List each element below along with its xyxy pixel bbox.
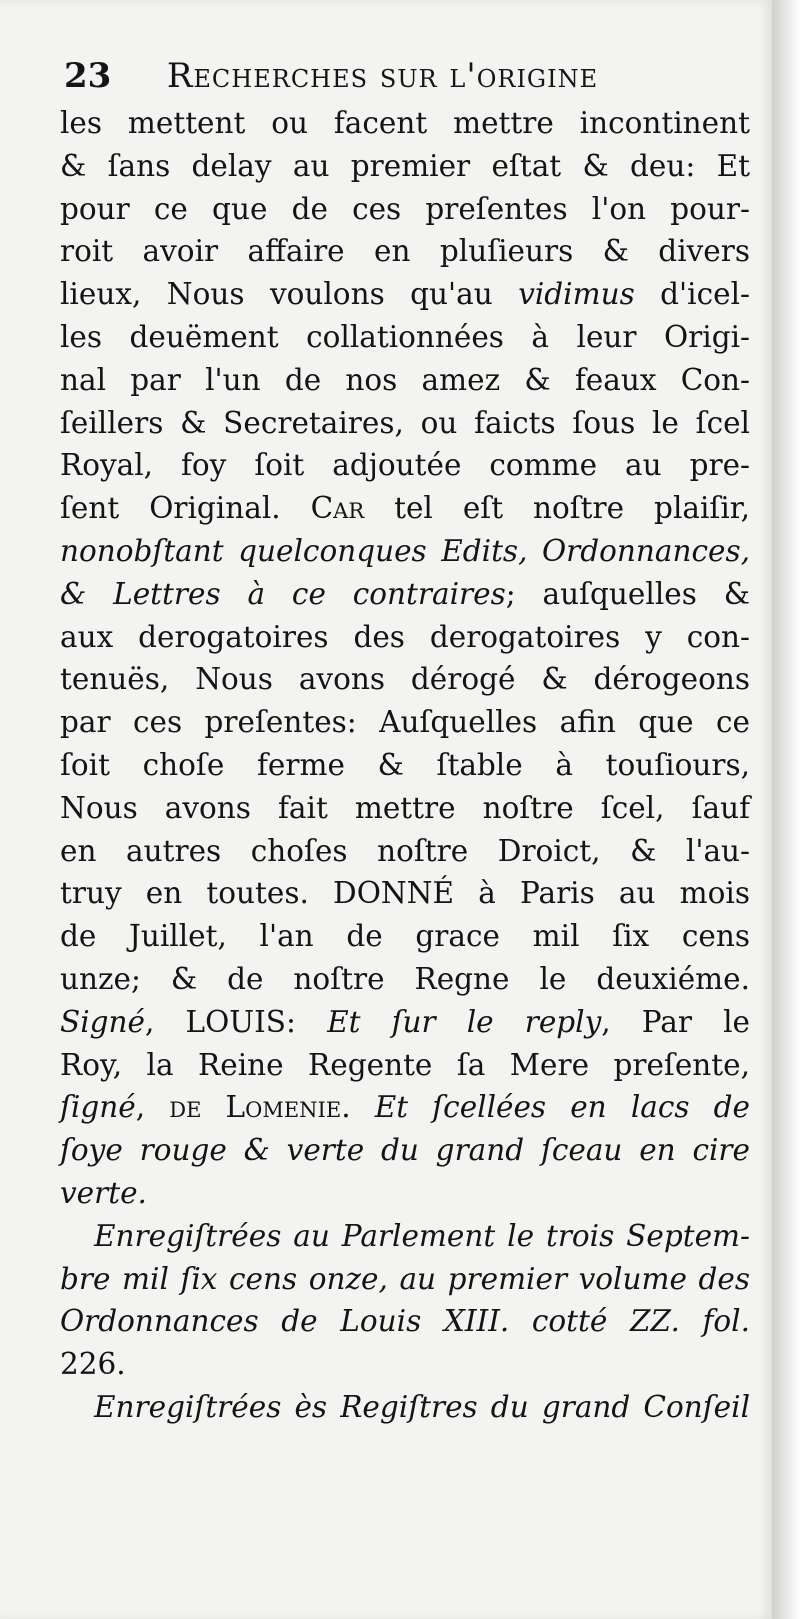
text-segment: nal par l'un de nos amez & feaux Con- — [60, 362, 750, 397]
text-line — [60, 316, 750, 359]
text-line — [60, 701, 750, 744]
running-head — [64, 56, 744, 96]
text-segment: de Lomenie — [169, 1090, 342, 1125]
text-line — [60, 145, 750, 188]
text-segment: lieux, Nous voulons qu'au — [60, 277, 519, 312]
text-segment: d'icel- — [634, 277, 750, 312]
text-segment: roit avoir affaire en pluſieurs & divers — [60, 234, 750, 269]
text-segment: en autres choſes noſtre Droict, & l'au- — [60, 833, 750, 868]
text-line — [60, 1300, 750, 1343]
text-segment: Et ſcellées en lacs de — [374, 1090, 750, 1125]
text-line — [60, 1343, 750, 1386]
text-line — [60, 188, 750, 231]
text-line — [60, 1129, 750, 1172]
page-edge — [772, 0, 800, 1619]
text-segment: Roy, la Reine Regente ſa Mere preſente, — [60, 1047, 750, 1082]
text-segment: Car — [310, 491, 365, 526]
text-segment: Enregiſtrées au Parlement le trois Septem- — [94, 1218, 750, 1253]
text-line — [60, 487, 750, 530]
text-line — [60, 658, 750, 701]
text-line — [60, 744, 750, 787]
text-line — [60, 1044, 750, 1087]
text-line — [60, 1172, 750, 1215]
text-segment: & Lettres à ce contraires — [60, 576, 506, 611]
text-segment: nonobſtant quelconques Edits, Ordonnances, — [60, 533, 750, 568]
text-segment: bre mil ſix cens onze, au premier volume des — [60, 1261, 750, 1296]
page-number: 23 — [64, 56, 112, 96]
text-segment: ſigné — [60, 1090, 136, 1125]
text-segment: Royal, foy ſoit adjoutée comme au pre- — [60, 448, 750, 483]
body-text — [60, 102, 750, 1429]
text-segment: . — [341, 1090, 375, 1125]
text-segment: , — [135, 1090, 170, 1125]
text-segment: verte. — [60, 1175, 147, 1210]
text-line — [60, 402, 750, 445]
text-line — [60, 830, 750, 873]
text-line — [60, 915, 750, 958]
text-segment: pour ce que de ces preſentes l'on pour- — [60, 191, 750, 226]
text-line — [60, 1215, 750, 1258]
text-segment: unze; & de noſtre Regne le deuxiéme. — [60, 961, 750, 996]
text-segment: tenuës, Nous avons dérogé & dérogeons — [60, 662, 750, 697]
text-segment: aux derogatoires des derogatoires y con- — [60, 619, 750, 654]
text-segment: Ordonnances de Louis XIII. cotté ZZ. fol. — [60, 1304, 750, 1339]
text-line — [60, 1258, 750, 1301]
text-segment: ; auſquelles & — [505, 576, 750, 611]
text-line — [60, 273, 750, 316]
text-line — [60, 102, 750, 145]
text-line — [60, 1001, 750, 1044]
text-segment: truy en toutes. DONNÉ à Paris au mois — [60, 876, 750, 911]
text-segment: tel eſt noſtre plaiſir, — [364, 491, 750, 526]
text-line — [60, 787, 750, 830]
text-line — [60, 230, 750, 273]
text-segment: , Par le — [601, 1004, 750, 1039]
text-line — [60, 872, 750, 915]
text-line — [60, 958, 750, 1001]
text-line — [60, 444, 750, 487]
text-segment: les deuëment collationnées à leur Origi- — [60, 319, 750, 354]
text-line — [60, 616, 750, 659]
text-segment: vidimus — [518, 277, 635, 312]
text-segment: ſeillers & Secretaires, ou faicts ſous le ſcel — [60, 405, 750, 440]
text-segment: & ſans delay au premier eſtat & deu: Et — [60, 148, 750, 183]
text-segment: Signé — [60, 1004, 145, 1039]
text-segment: ſent Original. — [60, 491, 311, 526]
text-segment: les mettent ou facent mettre incontinent — [60, 106, 750, 140]
text-segment: par ces preſentes: Auſquelles afin que ce — [60, 705, 750, 740]
text-line — [60, 573, 750, 616]
text-segment: , LOUIS: — [145, 1004, 328, 1039]
text-line — [60, 359, 750, 402]
text-line — [60, 1386, 750, 1429]
text-segment: Enregiſtrées ès Regiſtres du grand Conſeil — [94, 1389, 750, 1424]
text-segment: ſoye rouge & verte du grand ſceau en cire — [60, 1133, 750, 1168]
text-segment: Nous avons fait mettre noſtre ſcel, ſauf — [60, 790, 750, 825]
text-segment: Et ſur le reply — [327, 1004, 602, 1039]
text-line — [60, 530, 750, 573]
running-title: Recherches sur l'origine — [166, 56, 599, 96]
text-segment: de Juillet, l'an de grace mil ſix cens — [60, 919, 750, 954]
text-line — [60, 1086, 750, 1129]
text-segment: ſoit choſe ferme & ſtable à touſiours, — [60, 747, 750, 782]
text-segment: 226. — [60, 1347, 126, 1382]
